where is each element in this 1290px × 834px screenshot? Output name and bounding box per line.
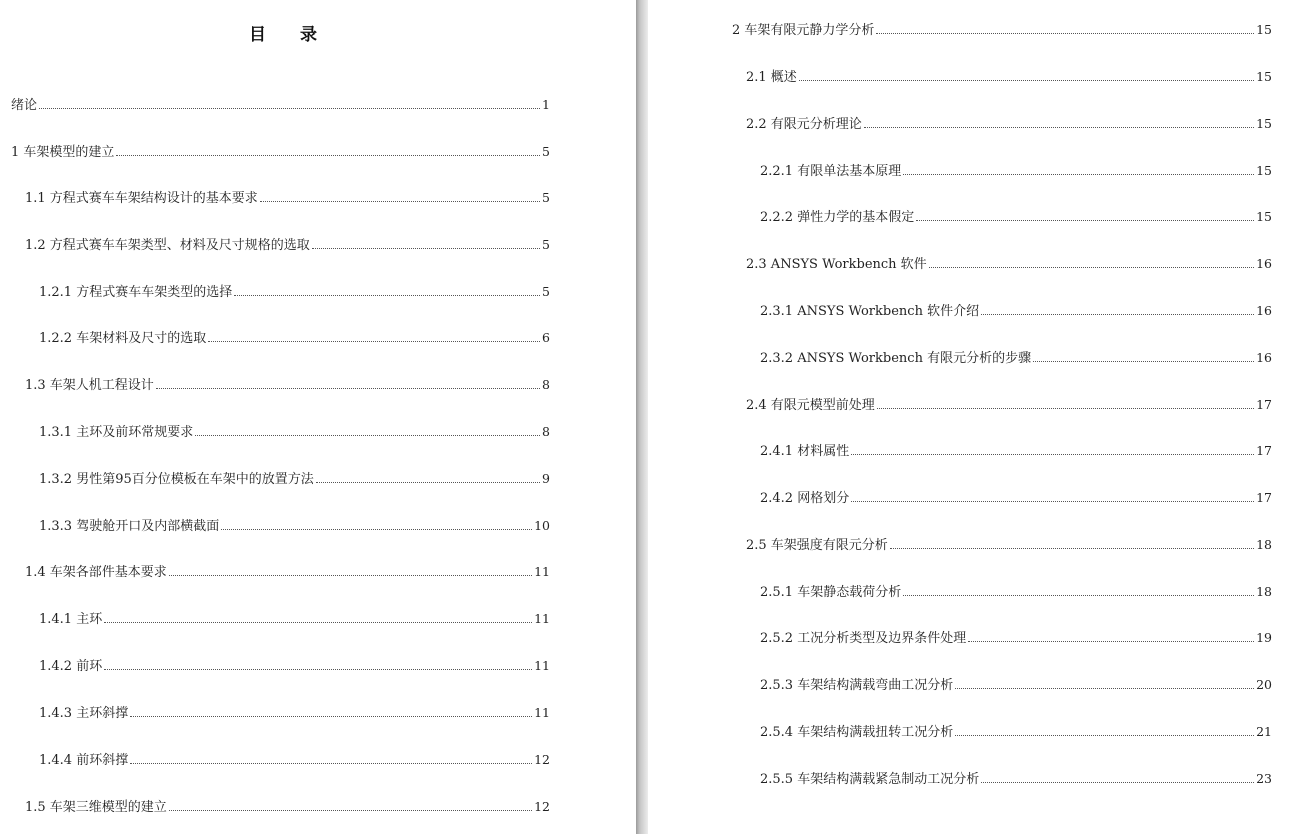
toc-entry-label: 1.4.1 主环: [39, 612, 103, 627]
toc-entry[interactable]: [760, 348, 1272, 368]
toc-entry[interactable]: [760, 722, 1272, 742]
toc-leader: [116, 143, 540, 156]
toc-entry[interactable]: [760, 301, 1272, 321]
toc-page-number: 18: [1256, 584, 1272, 599]
toc-leader: [130, 751, 532, 764]
toc-leader: [877, 396, 1254, 409]
toc-entry[interactable]: [39, 516, 550, 536]
toc-leader: [169, 798, 532, 811]
toc-page-number: 11: [534, 564, 550, 579]
toc-leader: [903, 583, 1254, 596]
toc-entry[interactable]: [25, 375, 550, 395]
toc-page-number: 11: [534, 611, 550, 626]
toc-page-number: 8: [542, 424, 550, 439]
toc-page-left: [0, 0, 636, 834]
toc-entry[interactable]: [39, 469, 550, 489]
toc-entry-label: 2.4 有限元模型前处理: [746, 398, 875, 413]
toc-entry-label: 绪论: [11, 98, 38, 113]
toc-entry[interactable]: [39, 656, 550, 676]
toc-entry[interactable]: [746, 254, 1272, 274]
toc-entry-label: 2.3 ANSYS Workbench 软件: [746, 257, 927, 272]
toc-page-number: 9: [542, 471, 550, 486]
toc-leader: [39, 96, 540, 109]
toc-page-number: 12: [534, 799, 550, 814]
toc-page-number: 15: [1256, 116, 1272, 131]
toc-leader: [851, 442, 1254, 455]
toc-entry[interactable]: [25, 188, 550, 208]
toc-page-number: 23: [1256, 771, 1272, 786]
toc-leader: [890, 536, 1254, 549]
toc-leader: [169, 563, 532, 576]
toc-leader: [968, 629, 1254, 642]
toc-entry[interactable]: [39, 422, 550, 442]
toc-page-number: 18: [1256, 537, 1272, 552]
toc-leader: [104, 610, 532, 623]
toc-leader: [864, 115, 1254, 128]
toc-entry-label: 1.4.2 前环: [39, 659, 103, 674]
toc-entry-label: 2.5.4 车架结构满载扭转工况分析: [760, 725, 954, 740]
toc-entry[interactable]: [760, 769, 1272, 789]
toc-entry[interactable]: [746, 67, 1272, 87]
toc-entry-label: 2.3.2 ANSYS Workbench 有限元分析的步骤: [760, 351, 1032, 366]
toc-leader: [981, 302, 1254, 315]
toc-entry-label: 2.2.1 有限单法基本原理: [760, 164, 902, 179]
toc-entry-label: 1.3 车架人机工程设计: [25, 378, 154, 393]
toc-leader: [955, 676, 1254, 689]
toc-leader: [955, 723, 1254, 736]
toc-page-number: 15: [1256, 163, 1272, 178]
toc-page-number: 20: [1256, 677, 1272, 692]
toc-entry-label: 1.3.1 主环及前环常规要求: [39, 425, 194, 440]
toc-page-number: 11: [534, 705, 550, 720]
toc-leader: [1033, 349, 1254, 362]
toc-page-number: 11: [534, 658, 550, 673]
toc-entry[interactable]: [760, 628, 1272, 648]
toc-leader: [929, 255, 1254, 268]
toc-entry-label: 1 车架模型的建立: [11, 145, 115, 160]
toc-page-number: 16: [1256, 350, 1272, 365]
toc-entry[interactable]: [760, 207, 1272, 227]
toc-entry[interactable]: [11, 95, 550, 115]
toc-page-number: 1: [542, 97, 550, 112]
toc-entry-label: 2.1 概述: [746, 70, 797, 85]
toc-leader: [981, 770, 1254, 783]
toc-page-number: 5: [542, 144, 550, 159]
toc-page-number: 16: [1256, 256, 1272, 271]
toc-leader: [208, 329, 540, 342]
toc-leader: [876, 21, 1254, 34]
toc-entry-label: 2.4.1 材料属性: [760, 444, 850, 459]
toc-entry[interactable]: [760, 161, 1272, 181]
toc-entry[interactable]: [39, 328, 550, 348]
toc-page-number: 17: [1256, 443, 1272, 458]
toc-entry-label: 2.3.1 ANSYS Workbench 软件介绍: [760, 304, 980, 319]
toc-entry[interactable]: [39, 703, 550, 723]
toc-leader: [260, 189, 540, 202]
toc-entry[interactable]: [746, 114, 1272, 134]
toc-entry-label: 2.5.1 车架静态载荷分析: [760, 585, 902, 600]
toc-leader: [851, 489, 1254, 502]
toc-page-number: 5: [542, 284, 550, 299]
toc-page-number: 5: [542, 237, 550, 252]
toc-leader: [130, 704, 532, 717]
toc-page-number: 5: [542, 190, 550, 205]
toc-entry-label: 2.4.2 网格划分: [760, 491, 850, 506]
toc-title: 目 录: [249, 25, 331, 45]
toc-entry-label: 1.2.2 车架材料及尺寸的选取: [39, 331, 207, 346]
toc-page-number: 15: [1256, 69, 1272, 84]
toc-entry[interactable]: [39, 609, 550, 629]
toc-entry-label: 1.4.3 主环斜撑: [39, 706, 129, 721]
toc-page-number: 19: [1256, 630, 1272, 645]
toc-entry-label: 1.4.4 前环斜撑: [39, 753, 129, 768]
toc-leader: [799, 68, 1254, 81]
toc-leader: [104, 657, 532, 670]
toc-entry-label: 2.2 有限元分析理论: [746, 117, 862, 132]
toc-page-number: 8: [542, 377, 550, 392]
toc-leader: [221, 517, 532, 530]
toc-leader: [916, 208, 1254, 221]
toc-entry-label: 2.5.3 车架结构满载弯曲工况分析: [760, 678, 954, 693]
toc-entry-label: 1.2 方程式赛车车架类型、材料及尺寸规格的选取: [25, 238, 310, 253]
toc-entry-label: 1.4 车架各部件基本要求: [25, 565, 167, 580]
toc-entry[interactable]: [732, 20, 1272, 40]
toc-entry[interactable]: [746, 395, 1272, 415]
toc-entry-label: 2.2.2 弹性力学的基本假定: [760, 210, 915, 225]
toc-page-number: 16: [1256, 303, 1272, 318]
toc-entry[interactable]: [39, 282, 550, 302]
toc-entry-label: 1.3.3 驾驶舱开口及内部横截面: [39, 519, 220, 534]
toc-entry[interactable]: [39, 750, 550, 770]
toc-leader: [316, 470, 540, 483]
page-gutter: [636, 0, 648, 834]
toc-entry[interactable]: [760, 441, 1272, 461]
toc-entry-label: 1.5 车架三维模型的建立: [25, 800, 167, 815]
toc-entry-label: 2.5.5 车架结构满载紧急制动工况分析: [760, 772, 980, 787]
toc-entry-label: 2.5.2 工况分析类型及边界条件处理: [760, 631, 967, 646]
toc-entry[interactable]: [760, 675, 1272, 695]
toc-entry[interactable]: [760, 582, 1272, 602]
toc-entry-label: 2.5 车架强度有限元分析: [746, 538, 888, 553]
toc-page-number: 21: [1256, 724, 1272, 739]
toc-page-number: 15: [1256, 209, 1272, 224]
toc-leader: [234, 283, 540, 296]
toc-entry-label: 2 车架有限元静力学分析: [732, 23, 875, 38]
toc-leader: [312, 236, 540, 249]
toc-page-number: 12: [534, 752, 550, 767]
toc-page-number: 17: [1256, 490, 1272, 505]
toc-page-number: 15: [1256, 22, 1272, 37]
toc-entry[interactable]: [25, 235, 550, 255]
toc-leader: [903, 162, 1254, 175]
toc-entry-label: 1.1 方程式赛车车架结构设计的基本要求: [25, 191, 258, 206]
toc-entry-label: 1.2.1 方程式赛车车架类型的选择: [39, 285, 233, 300]
toc-leader: [156, 376, 540, 389]
toc-entry[interactable]: [25, 797, 550, 817]
toc-entry[interactable]: [25, 562, 550, 582]
toc-page-number: 17: [1256, 397, 1272, 412]
toc-entry[interactable]: [760, 488, 1272, 508]
toc-page-number: 10: [534, 518, 550, 533]
toc-page-right: [648, 0, 1290, 834]
toc-leader: [195, 423, 540, 436]
toc-entry-label: 1.3.2 男性第95百分位模板在车架中的放置方法: [39, 472, 314, 487]
toc-entry[interactable]: [11, 142, 550, 162]
toc-entry[interactable]: [746, 535, 1272, 555]
toc-page-number: 6: [542, 330, 550, 345]
